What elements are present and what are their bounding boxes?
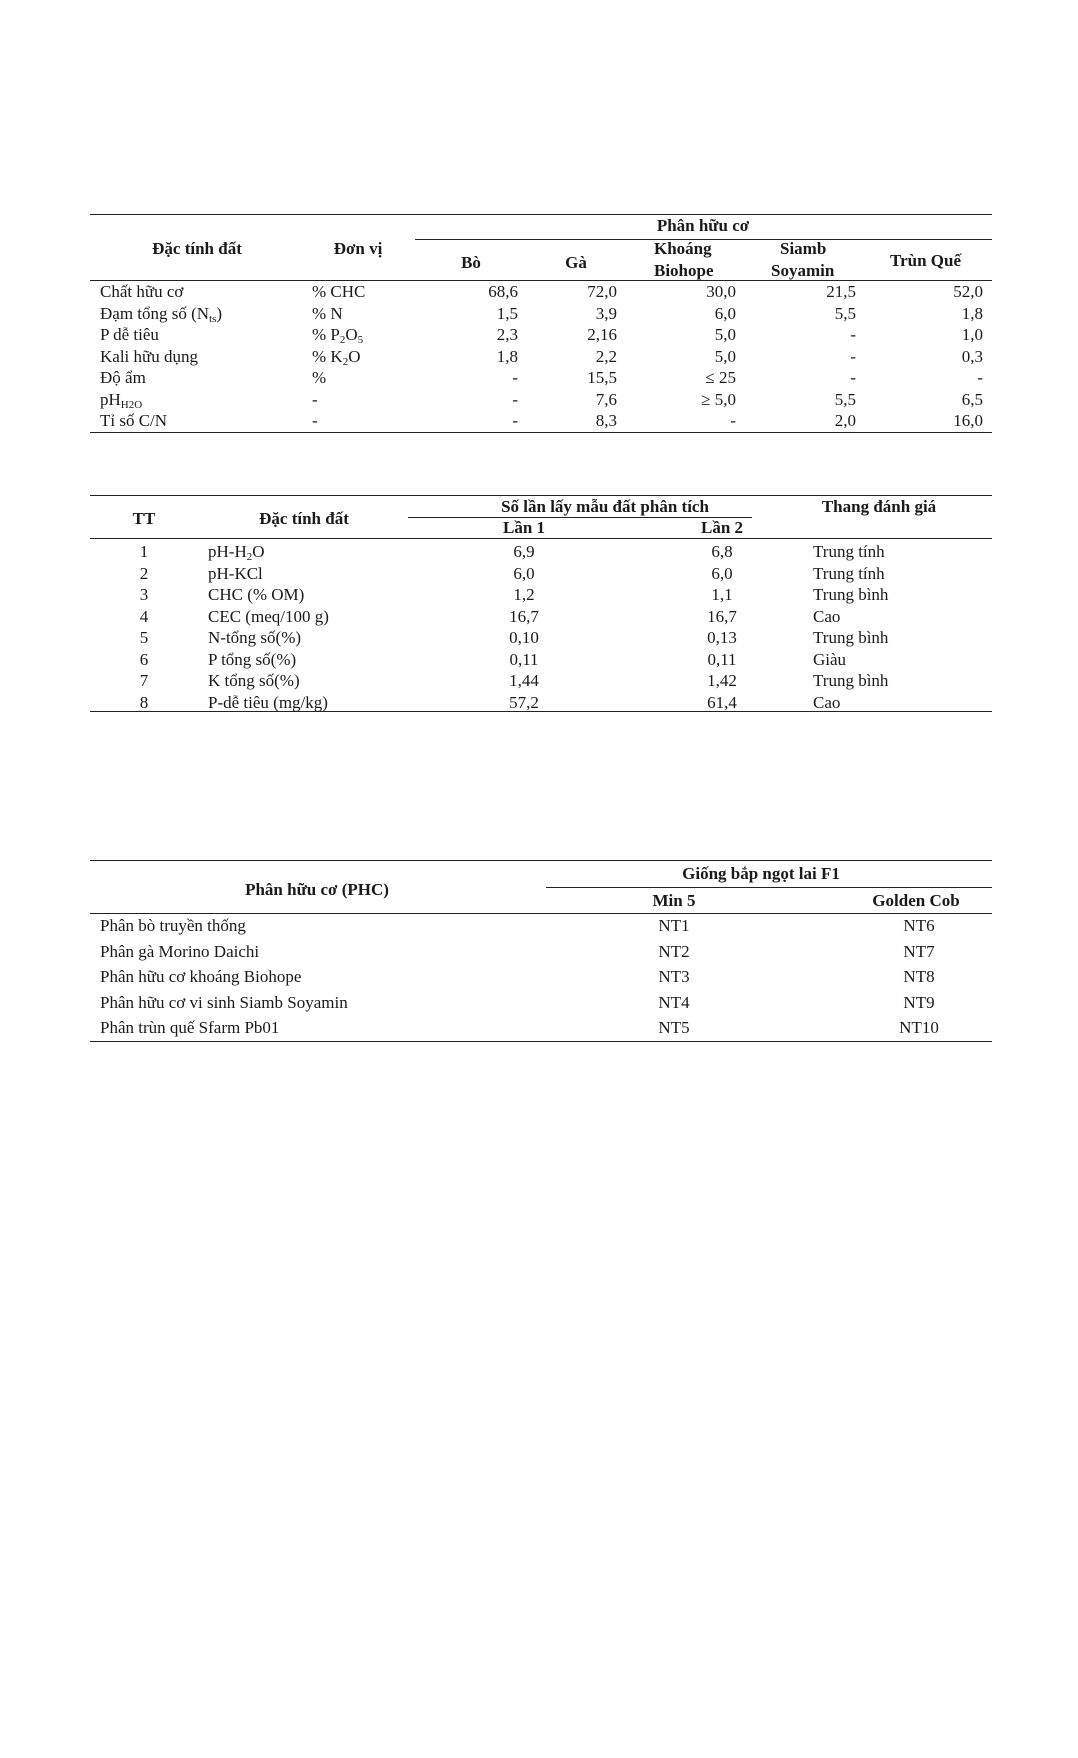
row-value: -	[850, 325, 856, 344]
row-property: pH-KCl	[208, 563, 263, 583]
row-value: 21,5	[826, 282, 856, 301]
row-unit: -	[312, 411, 318, 430]
row-lan1: 1,2	[513, 585, 535, 604]
row-lan1: 0,11	[509, 649, 539, 669]
row-value: 2,3	[496, 325, 518, 344]
row-tt: 3	[139, 585, 149, 604]
row-c2: NT9	[903, 992, 935, 1012]
header-scale: Thang đánh giá	[821, 497, 937, 516]
row-scale: Trung bình	[813, 628, 889, 647]
group-rule	[546, 887, 992, 888]
row-property: N-tổng số(%)	[208, 628, 302, 647]
row-unit: % $K_2O$	[312, 346, 361, 368]
row-value: 5,0	[714, 346, 736, 366]
row-value: 15,5	[587, 368, 617, 387]
row-property: CEC (meq/100 g)	[208, 606, 329, 626]
row-c1: NT2	[658, 941, 690, 961]
soil-analysis-table	[90, 493, 992, 715]
row-value: -	[850, 368, 856, 387]
row-tt: 7	[139, 671, 149, 690]
header-golden-cob: Golden Cob	[872, 891, 960, 910]
row-value: -	[977, 368, 983, 387]
row-lan1: 0,10	[509, 628, 539, 647]
header-property: Đặc tính đất	[259, 509, 349, 528]
table-top-rule	[90, 214, 992, 215]
row-property: $pH_{H2O}$	[100, 389, 143, 411]
row-property: P dễ tiêu	[100, 325, 159, 344]
row-unit: % N	[312, 303, 343, 323]
header-lan1: Lần 1	[502, 518, 546, 537]
row-lan2: 61,4	[707, 692, 737, 712]
row-value: 6,5	[961, 389, 983, 409]
row-scale: Trung tính	[813, 563, 885, 583]
row-property: P tổng số(%)	[208, 649, 297, 669]
row-c1: NT5	[658, 1018, 690, 1037]
organic-fertilizer-table	[90, 210, 992, 440]
row-c1: NT3	[658, 967, 690, 986]
row-lan1: 1,44	[509, 671, 539, 690]
row-value: -	[850, 346, 856, 366]
header-bottom-rule	[90, 538, 992, 539]
header-phc: Phân hữu cơ (PHC)	[245, 880, 389, 899]
col-header: Gà	[565, 253, 587, 272]
row-property: P-dễ tiêu (mg/kg)	[208, 692, 328, 712]
row-lan2: 6,0	[711, 563, 733, 583]
row-scale: Trung tính	[813, 542, 885, 561]
row-value: 72,0	[587, 282, 617, 301]
row-value: 2,16	[587, 325, 617, 344]
row-value: 1,5	[496, 303, 518, 323]
row-property: Tỉ số C/N	[100, 411, 168, 430]
row-value: ≥ 5,0	[701, 389, 736, 409]
row-lan2: 6,8	[711, 542, 733, 561]
col-header: Bò	[461, 253, 481, 272]
row-value: 16,0	[953, 411, 983, 430]
row-value: 5,5	[834, 389, 856, 409]
row-value: 6,0	[714, 303, 736, 323]
row-scale: Trung bình	[813, 585, 889, 604]
row-c1: NT4	[658, 992, 690, 1012]
header-bottom-rule	[90, 280, 992, 281]
row-property: Đạm tổng số $(N_{ts})$	[100, 303, 223, 325]
row-property: Độ ẩm	[100, 368, 146, 387]
row-value: 2,0	[834, 411, 856, 430]
table-top-rule	[90, 860, 992, 861]
table-top-rule	[90, 495, 992, 496]
row-property: $pH-H_2O$	[208, 542, 265, 563]
row-value: 1,8	[961, 303, 983, 323]
col-header: Trùn Quế	[890, 251, 962, 270]
row-c2: NT6	[903, 916, 935, 935]
row-unit: % $P_2O_5$	[312, 325, 364, 346]
header-lan2: Lần 2	[700, 518, 744, 537]
row-property: CHC (% OM)	[208, 585, 305, 604]
row-value: -	[512, 411, 518, 430]
row-tt: 1	[139, 542, 149, 561]
header-group: Giống bắp ngọt lai F1	[682, 864, 840, 883]
header-bottom-rule	[90, 913, 992, 914]
row-name: Phân hữu cơ khoáng Biohope	[100, 967, 302, 986]
row-lan1: 6,9	[513, 542, 535, 561]
treatment-table	[90, 857, 992, 1047]
row-value: 30,0	[706, 282, 736, 301]
row-value: 7,6	[595, 389, 617, 409]
row-value: 5,0	[714, 325, 736, 344]
row-name: Phân trùn quế Sfarm Pb01	[100, 1018, 280, 1037]
row-value: 3,9	[595, 303, 617, 323]
header-min5: Min 5	[652, 891, 696, 910]
row-unit: % CHC	[312, 282, 366, 301]
row-property: Chất hữu cơ	[100, 282, 184, 301]
row-tt: 8	[139, 692, 149, 712]
table-bottom-rule	[90, 711, 992, 712]
row-value: 68,6	[488, 282, 518, 301]
row-tt: 4	[139, 606, 149, 626]
row-value: 2,2	[595, 346, 617, 366]
row-value: -	[512, 368, 518, 387]
row-property: K tổng số(%)	[208, 671, 300, 690]
row-c2: NT10	[899, 1018, 939, 1037]
row-scale: Cao	[813, 606, 841, 626]
row-lan2: 1,42	[707, 671, 737, 690]
row-tt: 5	[139, 628, 149, 647]
row-lan1: 16,7	[509, 606, 539, 626]
header-group: Số lần lấy mẫu đất phân tích	[501, 497, 709, 516]
row-value: -	[512, 389, 518, 409]
table-bottom-rule	[90, 1041, 992, 1042]
row-property: Kali hữu dụng	[100, 346, 198, 366]
row-unit: %	[312, 368, 327, 387]
row-tt: 2	[139, 563, 149, 583]
row-scale: Trung bình	[813, 671, 889, 690]
row-lan2: 0,11	[707, 649, 737, 669]
row-value: 8,3	[595, 411, 617, 430]
row-lan1: 6,0	[513, 563, 535, 583]
row-lan2: 16,7	[707, 606, 737, 626]
row-value: 0,3	[961, 346, 983, 366]
row-name: Phân hữu cơ vi sinh Siamb Soyamin	[100, 992, 348, 1012]
table-bottom-rule	[90, 432, 992, 433]
row-lan2: 1,1	[711, 585, 733, 604]
header-unit: Đơn vị	[333, 239, 383, 258]
row-lan2: 0,13	[707, 628, 737, 647]
row-value: 1,0	[961, 325, 983, 344]
col-header: Khoáng	[654, 239, 712, 258]
row-c2: NT7	[903, 941, 935, 961]
row-value: ≤ 25	[705, 368, 736, 387]
row-scale: Cao	[813, 692, 841, 712]
row-name: Phân bò truyền thống	[100, 916, 246, 935]
col-header: Siamb	[780, 239, 827, 258]
row-name: Phân gà Morino Daichi	[100, 941, 260, 961]
row-value: 1,8	[496, 346, 518, 366]
header-property: Đặc tính đất	[152, 239, 242, 258]
row-c1: NT1	[658, 916, 690, 935]
row-tt: 6	[139, 649, 149, 669]
row-unit: -	[312, 389, 318, 409]
col-header: Soyamin	[771, 261, 835, 280]
row-c2: NT8	[903, 967, 935, 986]
row-value: 5,5	[834, 303, 856, 323]
row-lan1: 57,2	[509, 692, 539, 712]
header-group: Phân hữu cơ	[656, 216, 750, 235]
header-tt: TT	[132, 509, 156, 528]
col-header: Biohope	[654, 261, 714, 280]
row-scale: Giàu	[813, 649, 847, 669]
row-value: 52,0	[953, 282, 983, 301]
row-value: -	[730, 411, 736, 430]
